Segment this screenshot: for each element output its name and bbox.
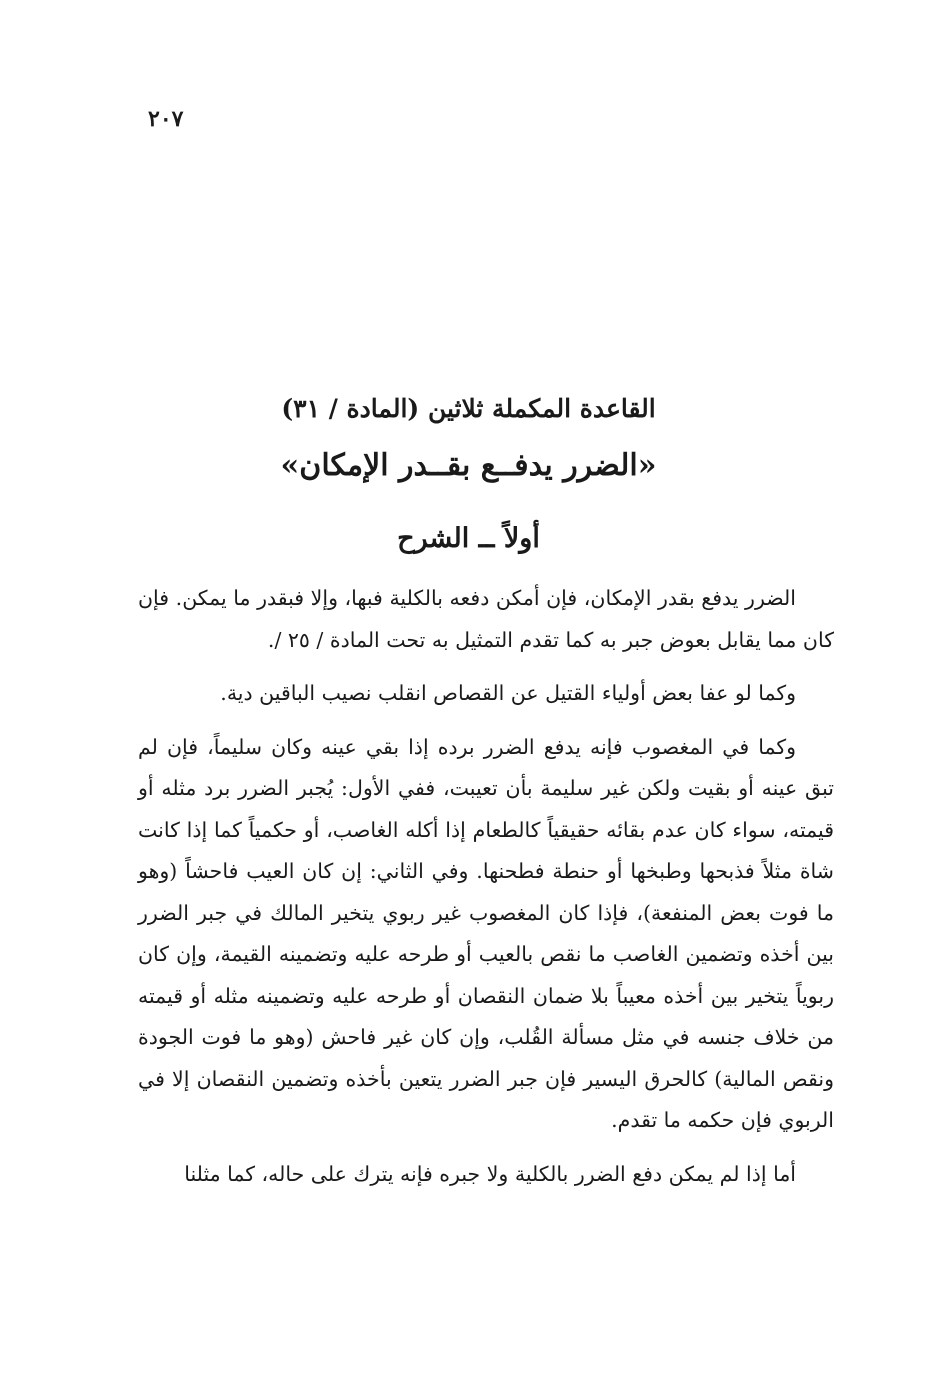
rule-name: «الضرر يدفــع بقــدر الإمكان» (280, 448, 657, 483)
paragraph: وكما لو عفا بعض أولياء القتيل عن القصاص انقلب نصيب الباقين دية. (220, 681, 796, 705)
rule-title: القاعدة المكملة ثلاثين (المادة / ٣١) (281, 394, 656, 423)
paragraph: الضرر يدفع بقدر الإمكان، فإن أمكن دفعه بالكلية فبها، وإلا فبقدر ما يمكن. فإن كان مما يقابل بعوض جبر به كما تقدم التمثيل به تحت المادة / ٢٥ /. (138, 586, 834, 652)
page-number: ٢٠٧ (148, 106, 184, 132)
section-heading: أولاً ــ الشرح (397, 523, 540, 554)
body-text (138, 578, 834, 1207)
paragraph: أما إذا لم يمكن دفع الضرر بالكلية ولا جبره فإنه يترك على حاله، كما مثلنا (184, 1161, 796, 1186)
paragraph: وكما في المغصوب فإنه يدفع الضرر برده إذا بقي عينه وكان سليماً، فإن لم تبق عينه أو بقيت ولكن غير سليمة بأن تعيبت، ففي الأول: يُجبر الضرر برد مثله أو قيمته، سواء كان عدم بقائه حقيقياً كالطعام إذا أكله الغاصب، أو حكمياً كما إذا كانت شاة مثلاً فذبحها وطبخها أو حنطة فطحنها. وفي الثاني: إن كان العيب فاحشاً (وهو ما فوت بعض المنفعة)، فإذا كان المغصوب غير ربوي يتخير المالك في جبر الضرر بين أخذه وتضمين الغاصب ما نقص بالعيب أو طرحه عليه وتضمينه القيمة، وإن كان ربوياً يتخير بين أخذه معيباً بلا ضمان النقصان أو طرحه عليه وتضمينه مثله أو قيمته من خلاف جنسه في مثل مسألة القُلب، وإن كان غير فاحش (وهو ما فوت الجودة ونقص المالية) كالحرق اليسير فإن جبر الضرر يتعين بأخذه وتضمين النقصان إلا في الربوي فإن حكمه ما تقدم. (138, 734, 834, 1132)
